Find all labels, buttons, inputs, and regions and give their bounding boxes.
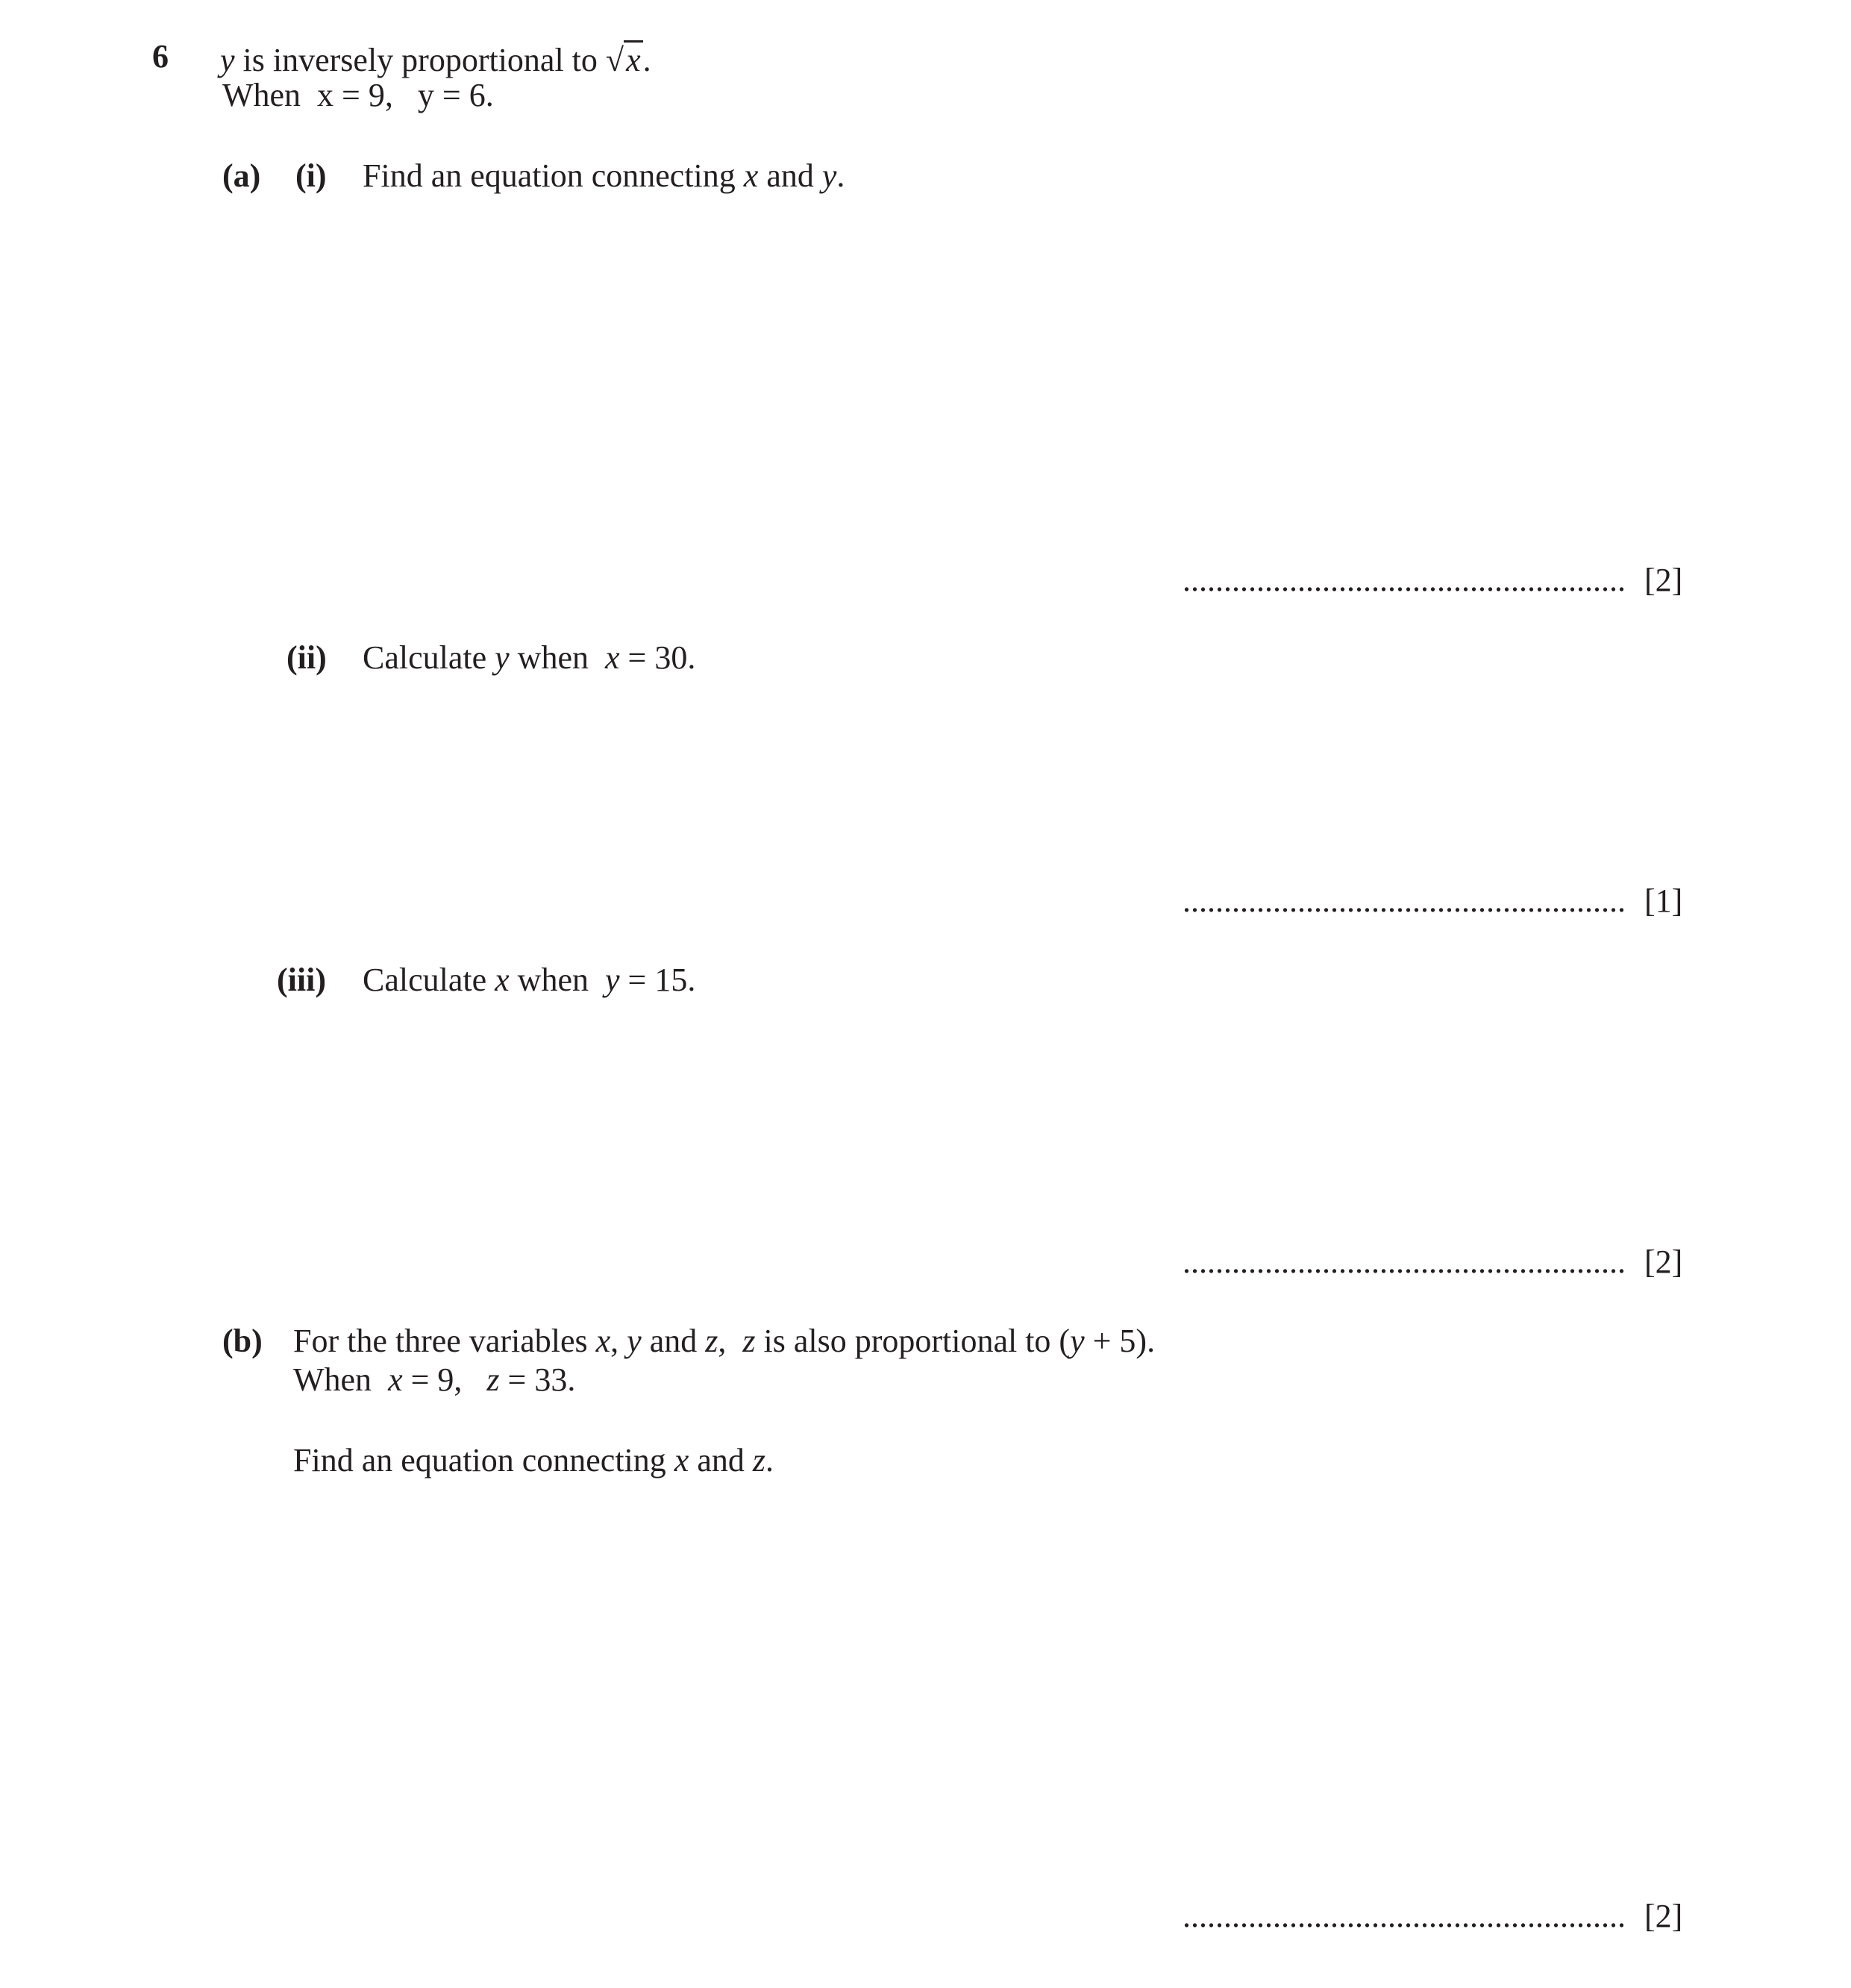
sqrt-expression xyxy=(606,40,643,77)
part-b-cond-x: x xyxy=(388,1361,403,1398)
question-intro-line1 xyxy=(220,40,651,77)
part-a-i-label: (i) xyxy=(295,157,327,194)
part-b-line3 xyxy=(293,1444,774,1477)
intro-text: is inversely proportional to xyxy=(234,42,606,78)
part-a-ii-cond: = 30. xyxy=(619,639,696,676)
part-b-cond-z-val: = 33. xyxy=(499,1361,576,1398)
part-a-iii-cond-var: y xyxy=(604,962,620,998)
part-b-var-z: z xyxy=(705,1323,718,1359)
sqrt-radicand: x xyxy=(624,40,643,77)
part-b-when: When xyxy=(293,1361,389,1398)
marks-a-ii: [1] xyxy=(1644,882,1683,919)
intro-period: . xyxy=(642,42,651,78)
part-a-i-and: and xyxy=(758,157,822,194)
part-b-comma2: , xyxy=(718,1323,743,1359)
part-b-cond-x-val: = 9, xyxy=(402,1361,487,1398)
part-b-var-x: x xyxy=(595,1323,611,1359)
part-a-iii-question xyxy=(363,964,695,997)
part-b-find-period: . xyxy=(765,1442,774,1479)
marks-b: [2] xyxy=(1644,1898,1683,1934)
part-a-i-question xyxy=(363,157,845,194)
part-a-label: (a) xyxy=(222,157,261,194)
question-number: 6 xyxy=(152,38,169,75)
question-intro-line2 xyxy=(222,79,494,112)
part-b-text3: + 5). xyxy=(1084,1323,1156,1359)
intro-var-y: y xyxy=(220,42,235,78)
part-a-iii-label: (iii) xyxy=(277,962,326,998)
answer-line-b[interactable]: ...................................................... xyxy=(1183,1898,1626,1934)
part-a-ii-var: y xyxy=(495,639,510,676)
part-a-iii-var: x xyxy=(495,962,510,998)
part-b-find-x: x xyxy=(674,1442,689,1479)
part-a-i-period: . xyxy=(836,157,845,194)
part-b-label: (b) xyxy=(222,1323,263,1359)
part-a-i-var-y: y xyxy=(821,157,837,194)
part-b-line2 xyxy=(293,1361,576,1398)
part-b-find-text: Find an equation connecting xyxy=(293,1442,674,1479)
part-a-iii-text: Calculate xyxy=(363,962,495,998)
marks-a-iii: [2] xyxy=(1644,1244,1683,1280)
part-a-i-var-x: x xyxy=(743,157,759,194)
part-a-ii-question xyxy=(363,639,696,676)
marks-a-i: [2] xyxy=(1644,562,1683,598)
part-b-var-y2: y xyxy=(1070,1323,1085,1359)
answer-line-a-ii[interactable]: ...................................................... xyxy=(1183,882,1626,919)
answer-line-a-iii[interactable]: ...................................................... xyxy=(1183,1244,1626,1280)
part-b-find-z: z xyxy=(752,1442,765,1479)
part-a-iii-cond: = 15. xyxy=(619,962,696,998)
part-a-ii-cond-var: x xyxy=(604,639,620,676)
intro-condition: When x = 9, y = 6. xyxy=(222,77,494,113)
part-a-ii-when: when xyxy=(509,639,605,676)
part-b-and: and xyxy=(641,1323,706,1359)
part-a-iii-when: when xyxy=(509,962,605,998)
part-b-comma: , xyxy=(610,1323,627,1359)
part-b-var-z2: z xyxy=(742,1323,756,1359)
part-b-var-y: y xyxy=(627,1323,642,1359)
part-a-ii-text: Calculate xyxy=(363,639,495,676)
part-a-ii-label: (ii) xyxy=(286,639,327,676)
part-b-text1: For the three variables xyxy=(293,1323,596,1359)
part-b-line1 xyxy=(293,1325,1155,1358)
part-b-cond-z: z xyxy=(486,1361,500,1398)
part-a-i-text: Find an equation connecting xyxy=(363,157,744,194)
answer-line-a-i[interactable]: ...................................................... xyxy=(1183,562,1626,598)
part-b-text2: is also proportional to ( xyxy=(755,1323,1071,1359)
sqrt-icon: √ xyxy=(605,42,624,78)
part-b-find-and: and xyxy=(689,1442,753,1479)
